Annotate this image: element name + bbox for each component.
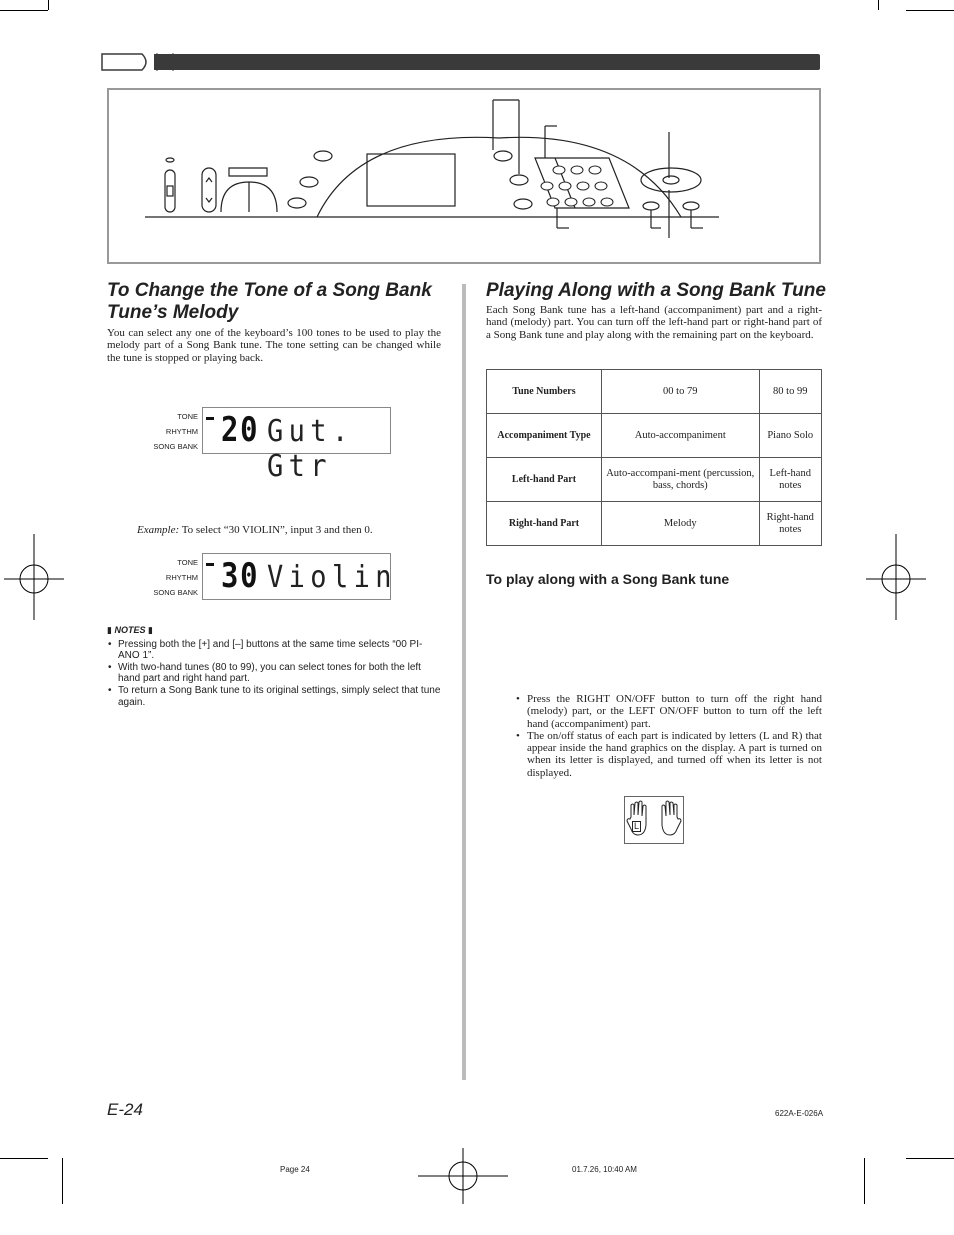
display-label-rhythm: RHYTHM bbox=[165, 573, 198, 582]
display2-labels bbox=[140, 555, 198, 600]
crop-mark bbox=[48, 0, 49, 10]
crop-mark bbox=[906, 10, 954, 11]
table-row-header: Tune Numbers bbox=[487, 370, 602, 414]
note-item: • Pressing both the [+] and [–] buttons at the same time selects “00 PI-ANO 1”. bbox=[107, 639, 441, 662]
crop-mark bbox=[878, 0, 879, 10]
table-cell: Right-hand notes bbox=[759, 502, 822, 546]
bullet-item: • Press the RIGHT ON/OFF button to turn off the right hand (melody) part, or the LEFT ON/OFF button to turn off the left hand (accompaniment) part. bbox=[516, 693, 822, 730]
lcd-tone-number: 30 bbox=[221, 556, 260, 596]
display-label-song-bank: SONG BANK bbox=[153, 588, 198, 597]
table-row bbox=[487, 502, 822, 546]
table-cell: Left-hand notes bbox=[759, 458, 822, 502]
example-label: Example: bbox=[137, 524, 180, 536]
crop-mark bbox=[906, 1158, 954, 1159]
table-row bbox=[487, 458, 822, 502]
note-item: • To return a Song Bank tune to its original settings, simply select that tune again. bbox=[107, 685, 441, 708]
lcd-display-1 bbox=[202, 407, 391, 484]
right-section-title: Playing Along with a Song Bank Tune bbox=[486, 280, 826, 301]
table-row-header: Left-hand Part bbox=[487, 458, 602, 502]
table-cell: Piano Solo bbox=[759, 414, 822, 458]
crop-mark bbox=[0, 10, 48, 11]
display-label-tone: TONE bbox=[177, 412, 198, 421]
table-cell: Auto-accompaniment bbox=[602, 414, 760, 458]
left-section-title: To Change the Tone of a Song Bank Tune’s Melody bbox=[107, 280, 432, 323]
note-item: • With two-hand tunes (80 to 99), you can select tones for both the left hand part and right hand part. bbox=[107, 662, 441, 685]
crop-mark bbox=[62, 1158, 63, 1204]
lcd-display-2 bbox=[202, 553, 397, 600]
example-text: To select “30 VIOLIN”, input 3 and then 0. bbox=[179, 524, 373, 536]
registration-mark-bottom bbox=[418, 1148, 508, 1204]
table-row-header: Right-hand Part bbox=[487, 502, 602, 546]
table-row bbox=[487, 414, 822, 458]
print-timestamp: 01.7.26, 10:40 AM bbox=[572, 1165, 637, 1174]
hand-icon bbox=[625, 797, 683, 843]
lcd-indicator bbox=[206, 417, 214, 420]
play-along-bullets bbox=[516, 693, 822, 779]
tune-type-table bbox=[486, 369, 822, 546]
crop-mark bbox=[864, 1158, 865, 1204]
notes-block bbox=[107, 625, 441, 708]
lcd-tone-name: Violin bbox=[267, 560, 397, 595]
hand-left-letter: L bbox=[634, 821, 640, 831]
left-intro-paragraph: You can select any one of the keyboard’s 100 tones to be used to play the melody part of a Song Bank tune. The tone setting can be changed while the tune is stopped or playing back. bbox=[107, 327, 441, 364]
table-cell: 80 to 99 bbox=[759, 370, 822, 414]
lcd-tone-name: Gut. Gtr bbox=[267, 414, 354, 484]
table-cell: Auto-accompani-ment (percussion, bass, chords) bbox=[602, 458, 760, 502]
play-along-subheading: To play along with a Song Bank tune bbox=[486, 571, 730, 587]
lcd-indicator bbox=[206, 563, 214, 566]
header-bar bbox=[104, 54, 820, 70]
table-cell: Melody bbox=[602, 502, 760, 546]
display1-labels bbox=[140, 409, 198, 454]
header-ornament bbox=[100, 52, 190, 72]
notes-heading: ▮ NOTES ▮ bbox=[107, 625, 153, 635]
column-divider bbox=[462, 284, 466, 1080]
table-row-header: Accompaniment Type bbox=[487, 414, 602, 458]
hand-indicator-display bbox=[624, 796, 684, 844]
page-label: Page 24 bbox=[280, 1165, 310, 1174]
right-intro-paragraph: Each Song Bank tune has a left-hand (accompaniment) part and a right-hand (melody) part. You can turn off the left-hand part or right-hand part of a Song Bank tune and play along with the remaining part on the keyboard. bbox=[486, 304, 822, 341]
registration-mark-left bbox=[4, 532, 64, 622]
lcd-tone-number: 20 bbox=[221, 410, 260, 450]
registration-mark-right bbox=[866, 532, 926, 622]
example-line bbox=[137, 524, 437, 536]
crop-mark bbox=[0, 1158, 48, 1159]
doc-code: 622A-E-026A bbox=[775, 1109, 824, 1118]
page-number: E-24 bbox=[107, 1100, 143, 1119]
display-label-song-bank: SONG BANK bbox=[153, 442, 198, 451]
table-cell: 00 to 79 bbox=[602, 370, 760, 414]
display-label-rhythm: RHYTHM bbox=[165, 427, 198, 436]
keyboard-panel-illustration bbox=[109, 90, 819, 262]
bullet-item: • The on/off status of each part is indicated by letters (L and R) that appear inside the hand graphics on the display. A part is turned on when its letter is displayed, and turned off when its letter is not displayed. bbox=[516, 730, 822, 779]
table-row bbox=[487, 370, 822, 414]
display-label-tone: TONE bbox=[177, 558, 198, 567]
